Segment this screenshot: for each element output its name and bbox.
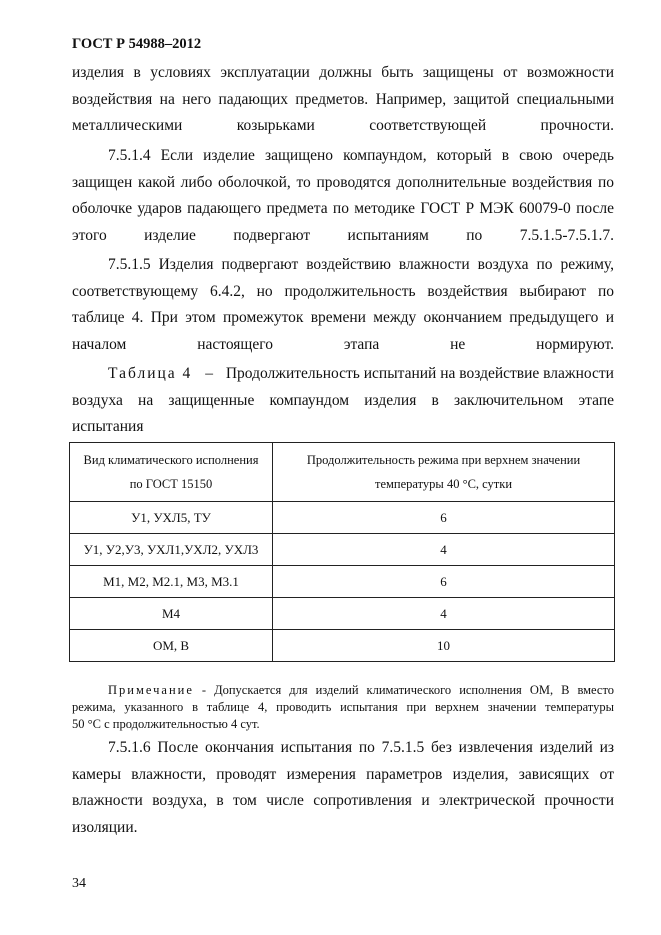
table-row [70, 598, 615, 630]
text-line: 7.5.1.6 После окончания испытания по 7.5.1.5 без извлечения изделий из [108, 739, 614, 756]
table-header-cell-climate: Вид климатического исполнения по ГОСТ 15150 [70, 443, 273, 502]
text-line: таблице 4. При этом промежуток времени между окончанием предыдущего и [72, 309, 614, 326]
table-row [70, 534, 615, 566]
paragraph-continuation [72, 60, 614, 140]
table-cell-duration: 4 [273, 534, 615, 566]
table-caption-dash: – [205, 365, 213, 382]
humidity-test-table [69, 442, 615, 662]
table-row [70, 566, 615, 598]
paragraph-7-5-1-6 [72, 735, 614, 841]
table-caption-title: Продолжительность испытаний на воздействие влажности [225, 365, 614, 382]
table-note [72, 682, 614, 733]
note-text: 50 °С с продолжительностью 4 сут. [72, 717, 260, 731]
note-label: Примечание [108, 683, 194, 697]
text-line: началом настоящего этапа не нормируют. [72, 335, 614, 353]
text-line: защищен какой либо оболочкой, то проводятся дополнительные воздействия по [72, 173, 614, 191]
paragraph-7-5-1-5 [72, 252, 614, 358]
note-text: - Допускается для изделий климатического исполнения ОМ, В вместо [201, 683, 614, 697]
table-header-cell-duration: Продолжительность режима при верхнем значении температуры 40 °С, сутки [273, 443, 615, 502]
table-cell-duration: 6 [273, 502, 615, 534]
document-header: ГОСТ Р 54988–2012 [72, 36, 202, 52]
text-line: 7.5.1.4 Если изделие защищено компаундом, который в свою очередь [108, 147, 614, 164]
table-cell-duration: 10 [273, 630, 615, 662]
paragraph-7-5-1-4 [72, 143, 614, 249]
table-caption-label: Таблица 4 [108, 365, 193, 382]
text-line: камеры влажности, проводят измерения параметров изделия, зависящих от [72, 765, 614, 783]
table-cell-climate: М1, М2, М2.1, М3, М3.1 [70, 566, 273, 598]
table-caption-line: испытания [72, 418, 144, 435]
table-cell-climate: У1, У2,У3, УХЛ1,УХЛ2, УХЛ3 [70, 534, 273, 566]
text-line: изоляции. [72, 818, 138, 836]
text-line: воздействия на него падающих предметов. Например, защитой специальными [72, 90, 614, 108]
text-line: влажности воздуха, в том числе сопротивления и электрической прочности [72, 792, 614, 809]
text-line: металлическими козырьками соответствующей прочности. [72, 117, 614, 134]
table-row [70, 502, 615, 534]
text-line: изделия в условиях эксплуатации должны быть защищены от возможности [72, 64, 614, 81]
table-row [70, 630, 615, 662]
table-cell-climate: М4 [70, 598, 273, 630]
text-line: оболочке ударов падающего предмета по методике ГОСТ Р МЭК 60079-0 после [72, 200, 614, 217]
table-caption-line: воздуха на защищенные компаундом изделия в заключительном этапе [72, 391, 614, 409]
table-cell-duration: 6 [273, 566, 615, 598]
table-cell-climate: ОМ, В [70, 630, 273, 662]
table-cell-climate: У1, УХЛ5, ТУ [70, 502, 273, 534]
text-line: 7.5.1.5 Изделия подвергают воздействию влажности воздуха по режиму, [108, 256, 614, 273]
table-header-row [70, 443, 615, 502]
table-cell-duration: 4 [273, 598, 615, 630]
text-line: соответствующему 6.4.2, но продолжительность воздействия выбирают по [72, 282, 614, 300]
note-text: режима, указанного в таблице 4, проводить испытания при верхнем значении температуры [72, 700, 614, 714]
table-caption [72, 361, 614, 441]
text-line: этого изделие подвергают испытаниям по 7.5.1.5-7.5.1.7. [72, 226, 614, 244]
page-number: 34 [72, 876, 86, 891]
